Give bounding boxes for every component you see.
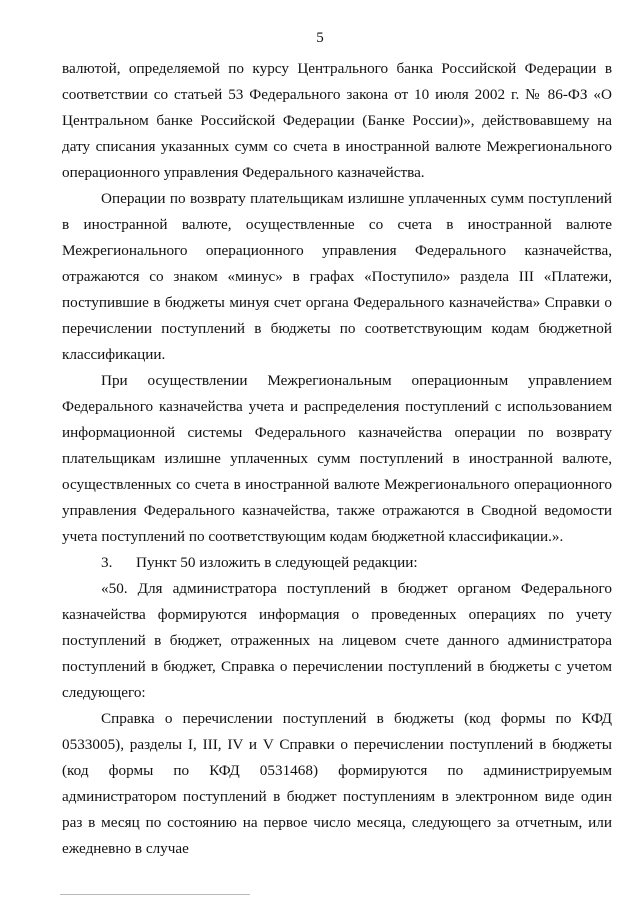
paragraph-refund-operations: Операции по возврату плательщикам излишне уплаченных сумм поступлений в иностранной валюте, осуществленные со счета в иностранной валюте Межрегионального операционного управления Федерального казначейства, отражаются со знаком «минус» в графах «Поступило» раздела III «Платежи, поступившие в бюджеты минуя счет органа Федерального казначейства» Справки о перечислении поступлений в бюджеты по соответствующим кодам бюджетной классификации. (62, 190, 612, 363)
numbered-item-3 (62, 550, 612, 576)
paragraph-reference-form: Справка о перечислении поступлений в бюджеты (код формы по КФД 0533005), разделы I, III, IV и V Справки о перечислении поступлений в бюджеты (код формы по КФД 0531468) формируются по администрируемым администратором поступлений в бюджет поступлениям в электронном виде один раз в месяц по состоянию на первое число месяца, следующего за отчетным, или ежедневно в случае (62, 710, 612, 857)
paragraph-information-system: При осуществлении Межрегиональным операционным управлением Федерального казначейства учета и распределения поступлений с использованием информационной системы Федерального казначейства операции по возврату плательщикам излишне уплаченных сумм поступлений в иностранной валюте, осуществленных со счета в иностранной валюте Межрегионального операционного управления Федерального казначейства, также отражаются в Сводной ведомости учета поступлений по соответствующим кодам бюджетной классификации.». (62, 372, 612, 545)
paragraph-clause-50: «50. Для администратора поступлений в бюджет органом Федерального казначейства формируются информация о проведенных операциях по учету поступлений в бюджет, отраженных на лицевом счете данного администратора поступлений в бюджет, Справка о перечислении поступлений в бюджеты с учетом следующего: (62, 580, 612, 701)
document-body (62, 56, 612, 862)
item-number: 3. (101, 554, 113, 571)
scan-edge-line (60, 894, 250, 895)
page-number: 5 (316, 30, 324, 46)
paragraph-continuation: валютой, определяемой по курсу Центрального банка Российской Федерации в соответствии со статьей 53 Федерального закона от 10 июля 2002 г. № 86-ФЗ «О Центральном банке Российской Федерации (Банке России)», действовавшему на дату списания указанных сумм со счета в иностранной валюте Межрегионального операционного управления Федерального казначейства. (62, 60, 612, 181)
item-text: Пункт 50 изложить в следующей редакции: (136, 554, 418, 571)
